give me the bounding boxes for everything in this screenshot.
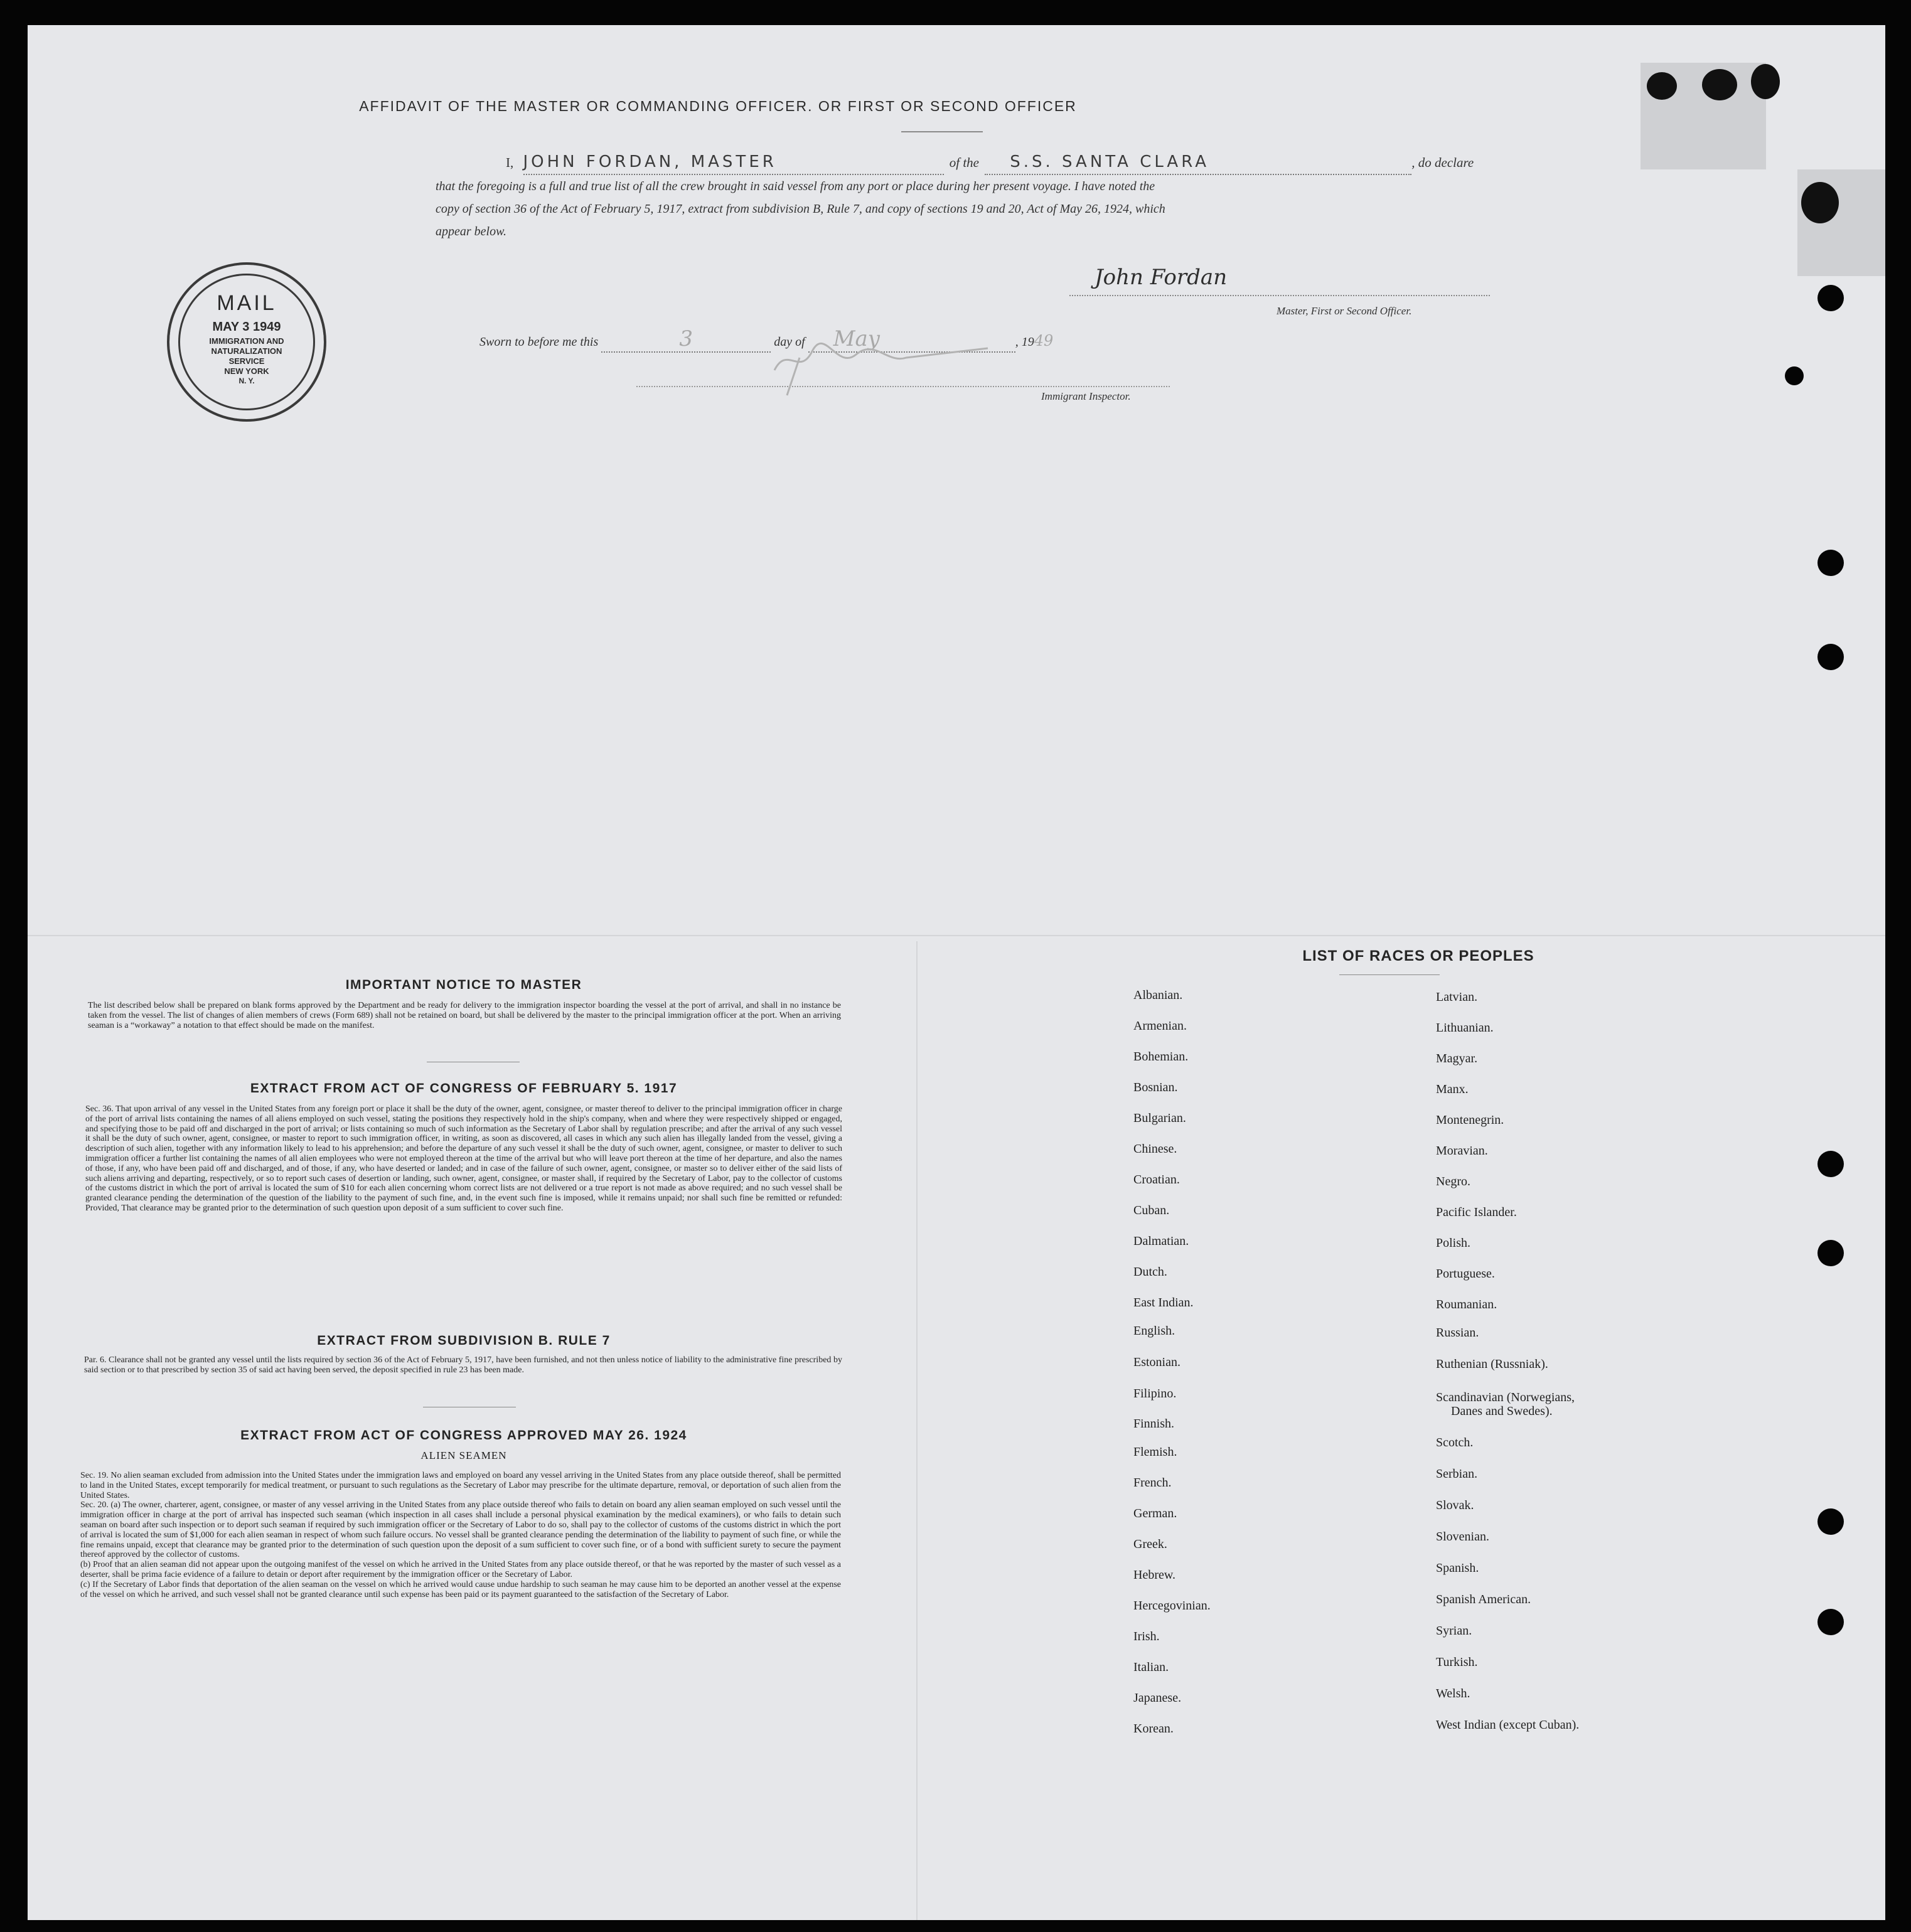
race-item: Italian. (1133, 1660, 1169, 1674)
year-prefix: , 19 (1015, 335, 1034, 349)
race-item: Estonian. (1133, 1355, 1180, 1369)
race-item: Bosnian. (1133, 1081, 1178, 1094)
declare-label: , do declare (1411, 155, 1474, 170)
race-item: Armenian. (1133, 1019, 1187, 1033)
inspector-signature-line (636, 361, 1170, 387)
race-item: East Indian. (1133, 1296, 1194, 1310)
punch-hole (1817, 1151, 1844, 1177)
race-item: Danes and Swedes). (1451, 1404, 1553, 1418)
stamp-line-7: N. Y. (238, 376, 255, 385)
races-divider (1339, 974, 1440, 975)
document-page (28, 25, 1885, 1920)
affidavit-line-2: that the foregoing is a full and true list of all the crew brought in said vessel from any port or place during her present voyage. I have noted the (436, 179, 1155, 193)
notice-text: The list described below shall be prepared on blank forms approved by the Department and be ready for delivery to the immigration inspector boarding the vessel at the port of arrival, and shall in no instance be taken from the vessel. The list of changes of alien members of crews (Form 689) shall not be retained on board, but shall be delivered by the master to the principal immigration officer at the port. When an arriving seaman is a “workaway” a notation to that effect should be made on the manifest. (88, 1001, 841, 1030)
sworn-year: 49 (1034, 332, 1054, 350)
extract-1924-subtitle: ALIEN SEAMEN (420, 1449, 507, 1461)
race-item: West Indian (except Cuban). (1436, 1718, 1580, 1732)
race-item: Serbian. (1436, 1467, 1478, 1481)
inspector-caption: Immigrant Inspector. (1041, 390, 1131, 402)
punch-hole (1817, 644, 1844, 670)
race-item: Spanish American. (1436, 1593, 1531, 1606)
immigration-mail-stamp (167, 262, 326, 422)
punch-hole (1817, 550, 1844, 576)
stamp-mail: MAIL (217, 291, 277, 315)
race-item: Latvian. (1436, 990, 1478, 1004)
punch-hole (1817, 1609, 1844, 1635)
affidavit-line-3: copy of section 36 of the Act of February 5, 1917, extract from subdivision B, Rule 7, and copy of sections 19 and 20, Act of May 26, 1924, which (436, 202, 1165, 216)
extract-rule7-title: EXTRACT FROM SUBDIVISION B. RULE 7 (317, 1333, 611, 1348)
punch-hole (1817, 1240, 1844, 1266)
race-item: Slovenian. (1436, 1530, 1489, 1544)
sec19-text: Sec. 19. No alien seaman excluded from admission into the United States under the immigration laws and employed on board any vessel arriving in the United States from any place outside thereof, shall be permitted to land in the United States, except temporarily for medical treatment, or pursuant to such regulations as the Secretary of Labor may prescribe for the ultimate departure, removal, or deportation of such alien from the United States. (80, 1471, 841, 1500)
race-item: Cuban. (1133, 1203, 1170, 1217)
of-the-label: of the (949, 155, 979, 170)
race-item: Scandinavian (Norwegians, (1436, 1390, 1575, 1404)
master-name: JOHN FORDAN, MASTER (523, 152, 777, 171)
race-item: Hebrew. (1133, 1568, 1176, 1582)
race-item: Spanish. (1436, 1561, 1479, 1575)
race-item: Greek. (1133, 1537, 1167, 1551)
stamp-date: MAY 3 1949 (212, 320, 281, 334)
race-item: English. (1133, 1324, 1175, 1338)
stamp-line-3: IMMIGRATION AND (209, 336, 284, 346)
race-item: Syrian. (1436, 1624, 1472, 1638)
master-signature-line (1069, 265, 1490, 296)
race-item: Negro. (1436, 1175, 1470, 1188)
vessel-name: S.S. SANTA CLARA (1010, 152, 1210, 171)
sworn-month: May (833, 326, 880, 351)
extract-rule7-text: Par. 6. Clearance shall not be granted any vessel until the lists required by section 36 of the Act of February 5, 1917, have been furnished, and not then unless notice of liability to the administrative fine prescribed by said section or to that prescribed by section 35 of said act having been served, the deposit specified in rule 23 has been made. (84, 1355, 842, 1375)
race-item: Magyar. (1436, 1052, 1478, 1065)
sworn-day-field (601, 326, 771, 353)
stamp-line-4: NATURALIZATION (211, 346, 282, 356)
stamp-line-6: NEW YORK (224, 366, 269, 376)
affidavit-line-4: appear below. (436, 225, 506, 238)
race-item: Dalmatian. (1133, 1234, 1189, 1248)
title-divider (901, 131, 983, 132)
sworn-day: 3 (679, 326, 693, 351)
stamp-line-5: SERVICE (228, 356, 265, 366)
race-item: Pacific Islander. (1436, 1205, 1517, 1219)
race-item: Bohemian. (1133, 1050, 1189, 1064)
notice-title: IMPORTANT NOTICE TO MASTER (345, 978, 582, 992)
sec20c-text: (c) If the Secretary of Labor finds that deportation of the alien seaman on the vessel on which he arrived would cause undue hardship to such seaman he may cause him to be deported an another vessel at the expense of the vessel on which he arrived, and such vessel shall not be granted clearance until such expense has been paid or its payment guaranteed to the satisfaction of the Secretary of Labor. (80, 1579, 841, 1599)
race-item: Roumanian. (1436, 1298, 1497, 1311)
affidavit-body (436, 151, 1490, 243)
race-item: Polish. (1436, 1236, 1471, 1250)
races-title: LIST OF RACES OR PEOPLES (1302, 947, 1534, 964)
ink-spot (1801, 182, 1839, 223)
races-right-column (1436, 990, 1787, 1806)
race-item: Slovak. (1436, 1498, 1474, 1512)
ink-spot (1751, 64, 1780, 99)
punch-hole (1817, 1508, 1844, 1535)
race-item: Hercegovinian. (1133, 1599, 1211, 1613)
race-item: Chinese. (1133, 1142, 1177, 1156)
extract-1917-text: Sec. 36. That upon arrival of any vessel in the United States from any foreign port or place it shall be the duty of the owner, agent, consignee, or master thereof to deliver to the principal immigration officer in charge of the port of arrival lists containing the names of all aliens employed on such vessel, stating the positions they respectively hold in the ship's company, when and where they were respectively shipped or engaged, and specifying those to be paid off and discharged in the port of arrival; or lists containing so much of such information as the Secretary of Labor shall by regulation prescribe; and after the arrival of any such vessel it shall be the duty of such owner, agent, consignee, or master to report to such immigration officer, in writing, as soon as discovered, all cases in which any such alien has illegally landed from the vessel, giving a description of such alien, together with any information likely to lead to his apprehension; and before the departure of any such vessel it shall be the duty of such owner, agent, consignee, or master to deliver to such immigration officer a further list containing the names of all alien employees who were not employed thereon at the time of the arrival but who will leave port thereon at the time of her departure, and also the names of those, if any, who have been paid off and discharged, and of those, if any, who have deserted or landed; and in case of the failure of such owner, agent, consignee, or master so to deliver either of the said lists of such aliens arriving and departing, respectively, or so to report such cases of desertion or landing, such owner, agent, consignee, or master shall, if required by the Secretary of Labor, pay to the collector of customs of the customs district in which the port of arrival is located the sum of $10 for each alien concerning whom correct lists are not delivered or a true report is not made as above required; and no such vessel shall be granted clearance pending the determination of the question of the liability to the payment of such fine, and, in the event such fine is imposed, while it remains unpaid; nor shall such fine be remitted or refunded: Provided, That clearance may be granted prior to the determination of such question upon deposit of a sum sufficient to cover such fine. (85, 1104, 842, 1213)
extract-1924-text (80, 1471, 841, 1599)
race-item: Portuguese. (1436, 1267, 1495, 1281)
ink-spot (1647, 72, 1677, 100)
race-item: Montenegrin. (1436, 1113, 1504, 1127)
ink-spot (1702, 69, 1737, 100)
race-item: Korean. (1133, 1722, 1174, 1736)
fold-line (28, 935, 1885, 936)
day-of-label: day of (774, 335, 805, 349)
sec20b-text: (b) Proof that an alien seaman did not appear upon the outgoing manifest of the vessel on which he arrived in the United States from any place outside thereof, or that he was reported by the master of such vessel as a deserter, shall be prima facie evidence of a failure to detain or deport after requirement by the immigration officer or the Secretary of Labor. (80, 1560, 841, 1579)
affidavit-line-1 (436, 151, 1490, 175)
race-item: Filipino. (1133, 1387, 1177, 1401)
line1-prefix: I, (506, 155, 514, 170)
punch-hole (1817, 285, 1844, 311)
race-item: Japanese. (1133, 1691, 1182, 1705)
race-item: French. (1133, 1476, 1172, 1490)
vessel-name-field (985, 151, 1411, 175)
race-item: Dutch. (1133, 1265, 1167, 1279)
race-item: Croatian. (1133, 1173, 1180, 1187)
race-item: Ruthenian (Russniak). (1436, 1357, 1548, 1371)
race-item: Albanian. (1133, 988, 1183, 1002)
races-left-column (1133, 988, 1416, 1804)
race-item: Bulgarian. (1133, 1111, 1186, 1125)
master-name-field (523, 151, 944, 175)
race-item: Flemish. (1133, 1445, 1177, 1459)
race-item: Manx. (1436, 1082, 1469, 1096)
race-item: Lithuanian. (1436, 1021, 1494, 1035)
signature-caption: Master, First or Second Officer. (1277, 305, 1412, 317)
fold-line (916, 941, 918, 1920)
affidavit-title: AFFIDAVIT OF THE MASTER OR COMMANDING OFFICER. OR FIRST OR SECOND OFFICER (359, 98, 1077, 114)
race-item: Welsh. (1436, 1687, 1470, 1700)
race-item: Scotch. (1436, 1436, 1474, 1449)
race-item: Irish. (1133, 1630, 1160, 1643)
extract-1924-title: EXTRACT FROM ACT OF CONGRESS APPROVED MAY 26. 1924 (240, 1428, 687, 1443)
punch-hole (1785, 366, 1804, 385)
race-item: Turkish. (1436, 1655, 1478, 1669)
race-item: Moravian. (1436, 1144, 1488, 1158)
sec20a-text: Sec. 20. (a) The owner, charterer, agent, consignee, or master of any vessel arriving in the United States from any place outside thereof who fails to detain on board any alien seaman employed on such vessel until the immigration officer in charge at the port of arrival has inspected such seaman (which inspection in all cases shall include a personal physical examination by the medical examiners), or who fails to detain such seaman on board after such inspection or to deport such seaman if required by such immigration officer or the Secretary of Labor to do so, shall pay to the collector of customs of the customs district in which the port of arrival is located the sum of $1,000 for each alien seaman in respect of whom such failure occurs. No vessel shall be granted clearance pending the determination of the liability to payment of such fine, or while the fine remains unpaid, except that clearance may be granted prior to the determination of such question upon the deposit of a sum sufficient to cover such fine, or of a bond with sufficient surety to secure the payment thereof approved by the collector of customs. (80, 1500, 841, 1560)
race-item: Russian. (1436, 1326, 1479, 1340)
extract-1917-title: EXTRACT FROM ACT OF CONGRESS OF FEBRUARY 5. 1917 (250, 1081, 678, 1096)
sworn-prefix: Sworn to before me this (479, 335, 599, 349)
race-item: Finnish. (1133, 1417, 1175, 1431)
race-item: German. (1133, 1507, 1177, 1520)
inspector-signature-scrawl (762, 333, 1013, 402)
master-signature: John Fordan (1095, 265, 1228, 290)
